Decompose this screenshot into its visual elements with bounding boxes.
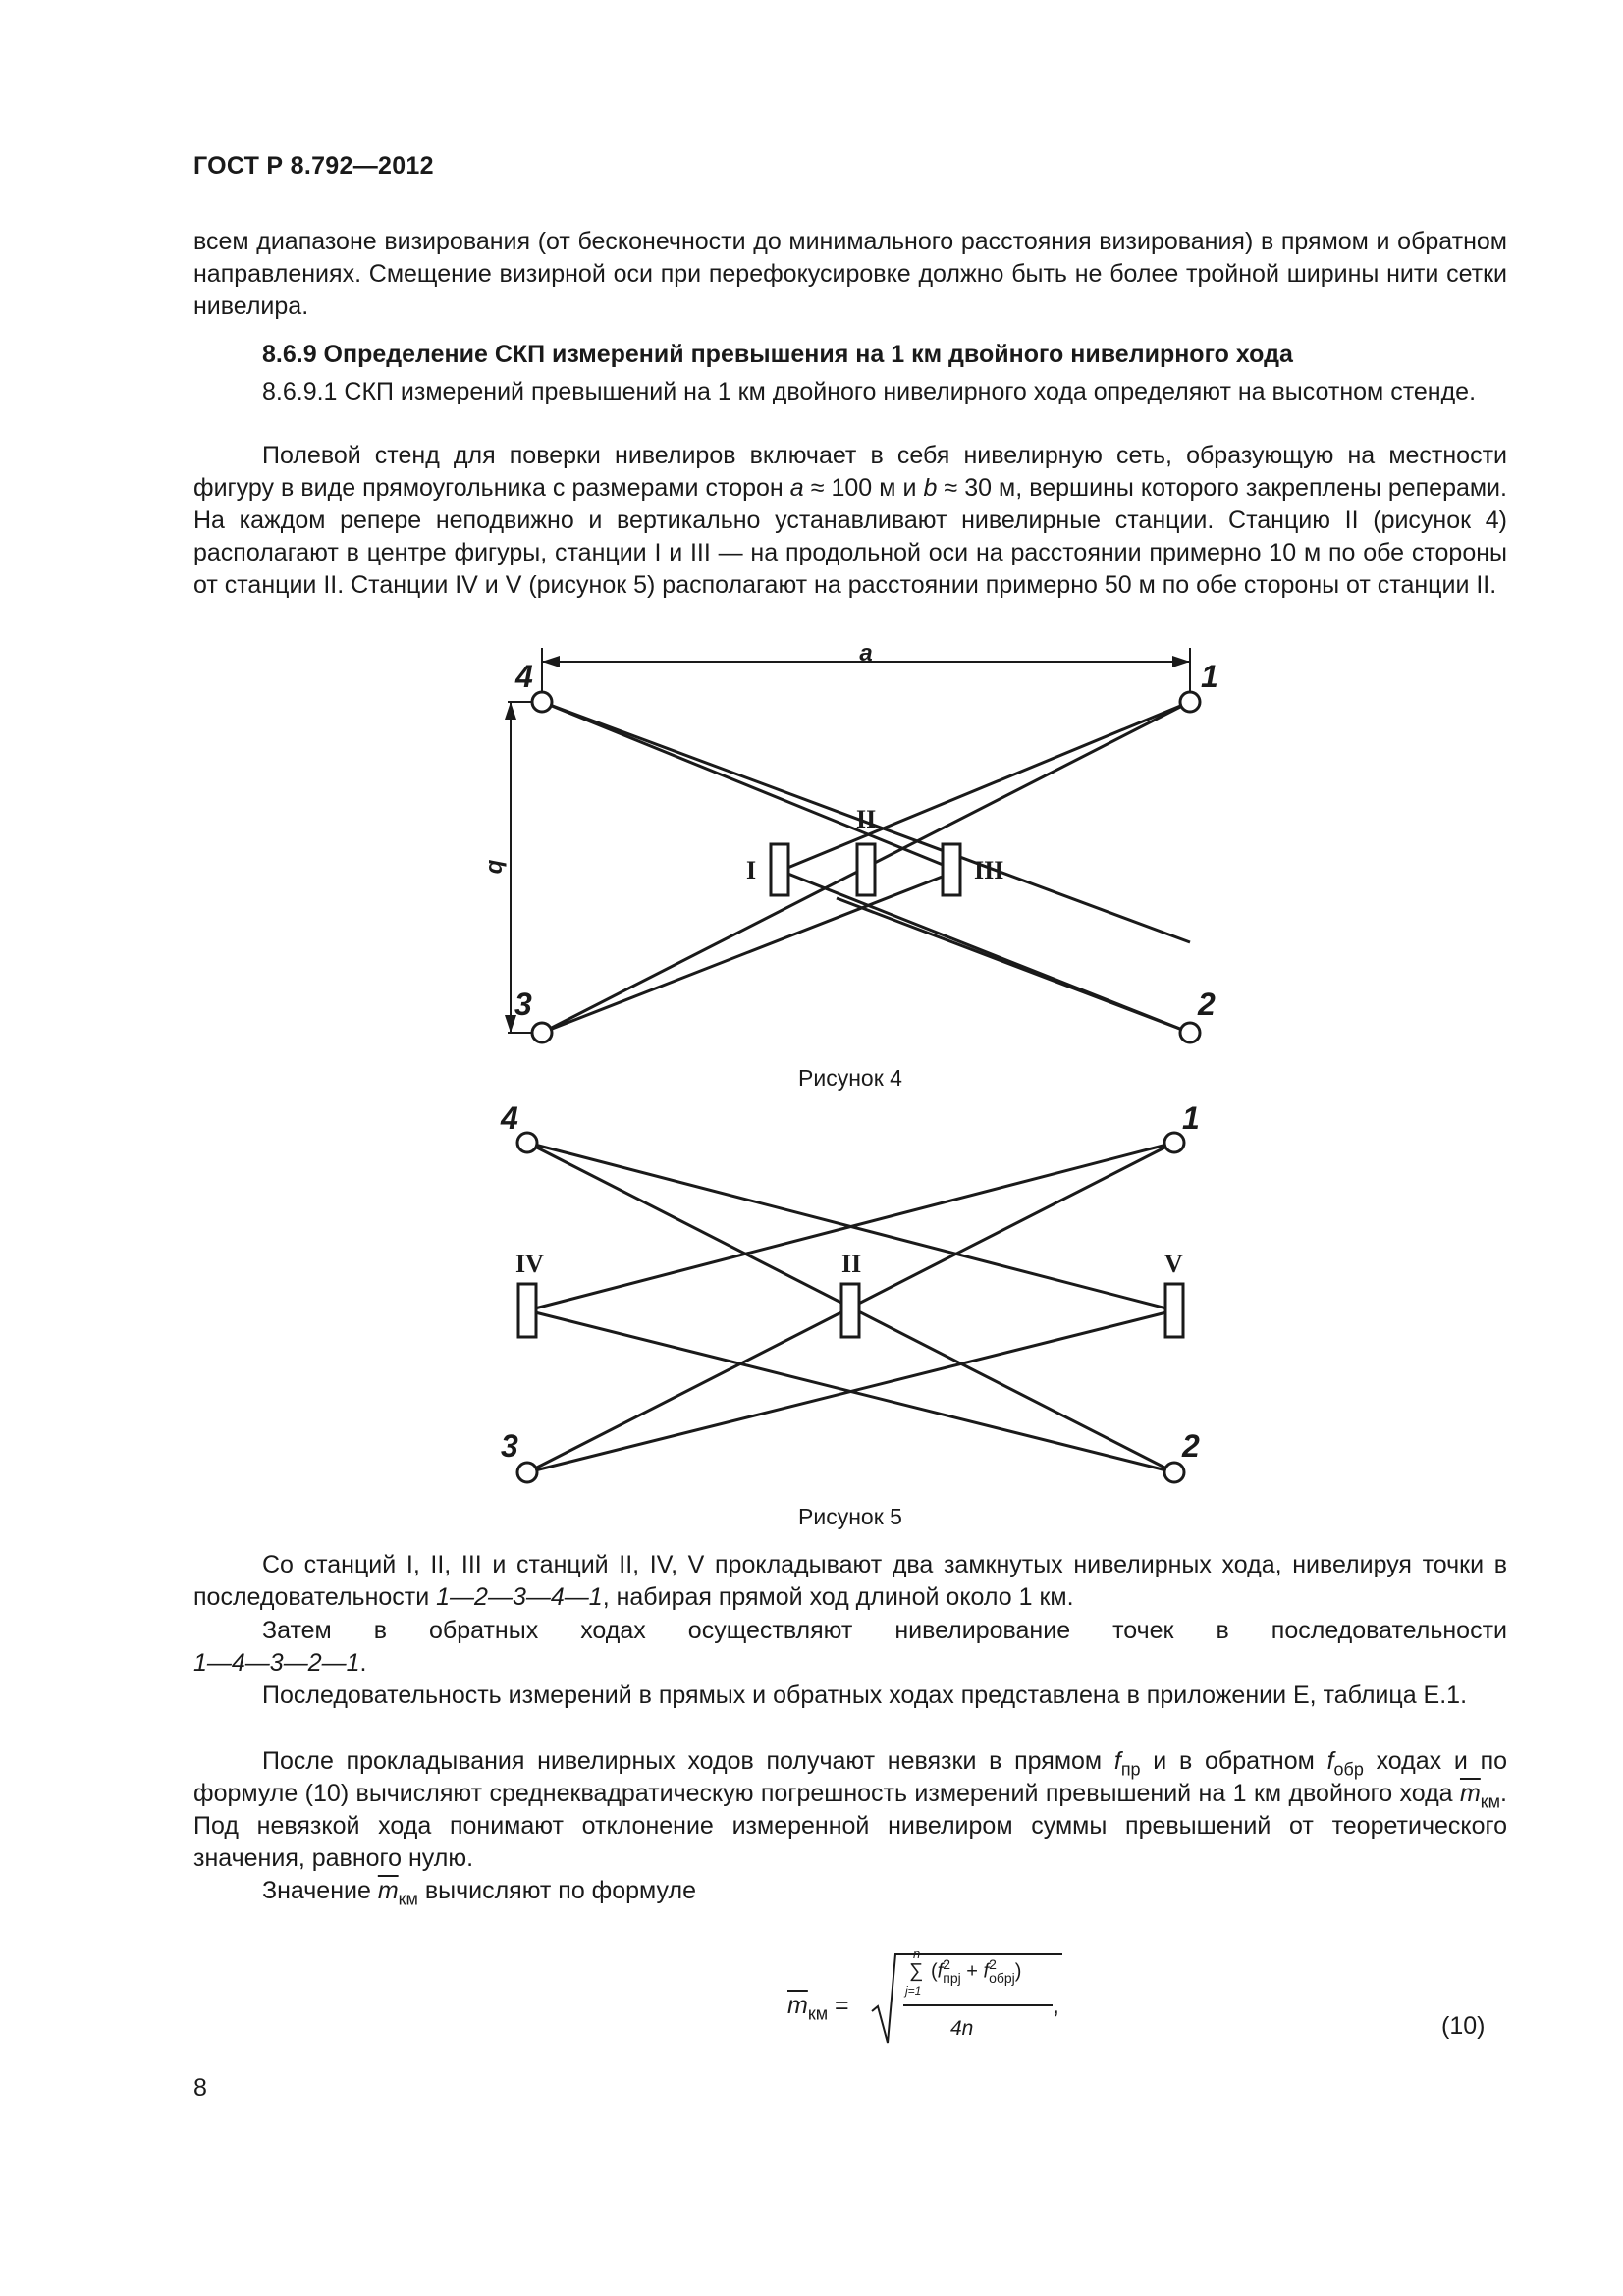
station-label-I: I	[746, 856, 757, 884]
figure-5	[461, 1090, 1247, 1492]
benchmark-4-marker	[532, 692, 552, 712]
paragraph-reverse-runs: Затем в обратных ходах осуществляют нивелирование точек в последовательности	[262, 1617, 1507, 1644]
dimension-label-a: a	[859, 640, 873, 667]
section-heading: 8.6.9 Определение СКП измерений превышения на 1 км двойного нивелирного хода	[262, 341, 1293, 368]
station-label-II: II	[856, 805, 877, 833]
formula-10: $\overline{m}_{км}$ = n ∑ j=1 (f 2 прj + f 2 обрj ) 4n ,	[785, 1949, 1080, 2056]
paragraph-8-6-9-1: 8.6.9.1 СКП измерений превышений на 1 км двойного нивелирного хода определяют на высотном стенде.	[262, 378, 1477, 405]
benchmark-1-marker	[1164, 1133, 1184, 1152]
station-label-III: III	[974, 856, 1004, 884]
benchmark-label-1: 1	[1201, 659, 1218, 694]
station-II-marker	[857, 844, 875, 895]
paragraph-reverse-runs-sequence: 1—4—3—2—1.	[193, 1649, 367, 1677]
paragraph-field-stand: Полевой стенд для поверки нивелиров включает в себя нивелирную сеть, образующую на местности фигуру в виде прямоугольника с размерами сторон a ≈ 100 м и b ≈ 30 м, вершины которого закреплены реперами. На каждом репере неподвижно и вертикально устанавливают нивелирные станции. Станцию II (рисунок 4) располагают в центре фигуры, станции I и III — на продольной оси на расстоянии примерно 10 м по обе стороны от станции II. Станции IV и V (рисунок 5) располагают на расстоянии примерно 50 м по обе стороны от станции II.	[193, 442, 1507, 599]
benchmark-label-4: 4	[501, 1100, 518, 1136]
station-II-marker	[841, 1284, 859, 1337]
benchmark-2-marker	[1180, 1023, 1200, 1042]
station-III-marker	[943, 844, 960, 895]
fraction-bar	[903, 2004, 1053, 2006]
formula-denominator: 4n	[950, 2017, 974, 2040]
paragraph-formula-intro: Значение $\overline{m}_{км}$ вычисляют по формуле	[262, 1877, 696, 1909]
station-label-II: II	[841, 1250, 862, 1278]
benchmark-3-marker	[517, 1463, 537, 1482]
station-IV-marker	[518, 1284, 536, 1337]
station-I-marker	[771, 844, 788, 895]
benchmark-label-1: 1	[1182, 1100, 1200, 1136]
equation-number: (10)	[1441, 2012, 1486, 2040]
benchmark-4-marker	[517, 1133, 537, 1152]
dimension-label-b: b	[483, 859, 510, 875]
figure-5-caption: Рисунок 5	[798, 1504, 902, 1529]
page-number: 8	[193, 2074, 207, 2102]
paragraph-continuation: всем диапазоне визирования (от бесконечности до минимального расстояния визирования) в прямом и обратном направлениях. Смещение визирной оси при перефокусировке должно быть не более тройной ширины нити сетки нивелира.	[193, 228, 1507, 320]
benchmark-2-marker	[1164, 1463, 1184, 1482]
formula-numerator: n ∑ j=1 (f 2 прj + f 2 обрj )	[905, 1947, 1022, 1998]
paragraph-misclosures: После прокладывания нивелирных ходов получают невязки в прямом $f_{пр}$ и в обратном $f_{обр}$ ходах и по формуле (10) вычисляют среднеквадратическую погрешность измерений превышений на 1 км двойного хода $\overline{m}_{км}$. Под невязкой хода понимают отклонение измеренной нивелиром суммы превышений от теоретического значения, равного нулю.	[193, 1747, 1508, 1872]
document-header: ГОСТ Р 8.792—2012	[193, 152, 434, 180]
figure-4-caption: Рисунок 4	[798, 1065, 902, 1091]
benchmark-label-2: 2	[1198, 987, 1216, 1022]
station-V-marker	[1165, 1284, 1183, 1337]
formula-lhs: $\overline{m}_{км}$ =	[787, 1992, 849, 2024]
benchmark-3-marker	[532, 1023, 552, 1042]
station-label-IV: IV	[515, 1250, 544, 1278]
benchmark-label-2: 2	[1182, 1428, 1200, 1464]
benchmark-1-marker	[1180, 692, 1200, 712]
paragraph-closed-traverses: Со станций I, II, III и станций II, IV, V прокладывают два замкнутых нивелирных хода, нивелируя точки в последовательности 1—2—3—4—1, набирая прямой ход длиной около 1 км.	[193, 1551, 1507, 1611]
station-label-V: V	[1164, 1250, 1183, 1278]
paragraph-measurement-sequence: Последовательность измерений в прямых и обратных ходах представлена в приложении Е, таблица Е.1.	[262, 1682, 1468, 1709]
benchmark-label-4: 4	[515, 659, 533, 694]
benchmark-label-3: 3	[514, 987, 532, 1022]
figure-4	[461, 638, 1286, 1050]
benchmark-label-3: 3	[501, 1428, 518, 1464]
